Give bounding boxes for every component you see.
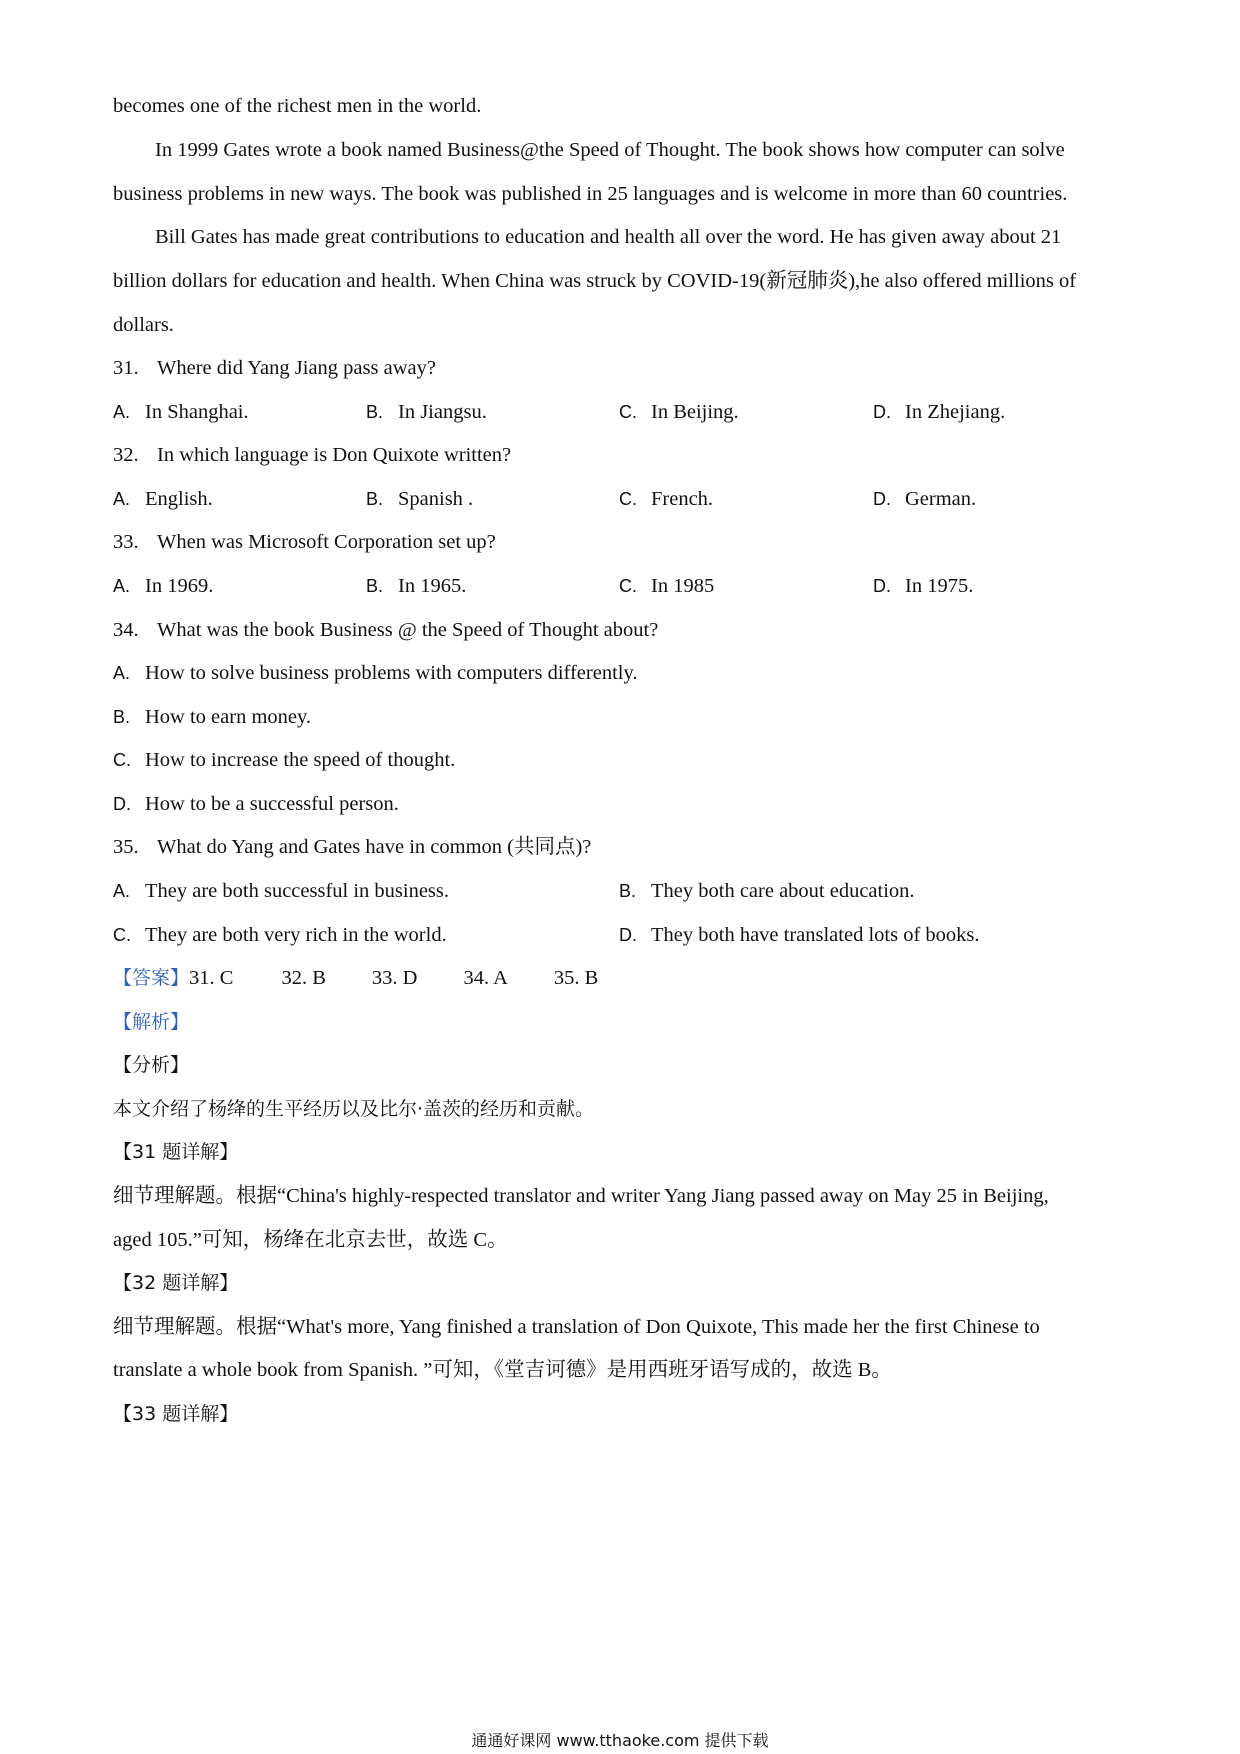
option-33-a[interactable] xyxy=(113,572,213,600)
option-letter: C. xyxy=(619,402,637,422)
option-text: In 1965. xyxy=(398,575,467,597)
option-32-b[interactable] xyxy=(366,485,473,513)
passage-line: Bill Gates has made great contributions to education and health all over the word. He has given away about 21 xyxy=(155,226,1062,248)
question-31 xyxy=(113,354,1133,382)
option-32-c[interactable] xyxy=(619,485,713,513)
passage-line: billion dollars for education and health. When China was struck by COVID-19(新冠肺炎),he also offered millions of xyxy=(113,270,1077,292)
answer-item: 35. B xyxy=(553,967,599,989)
option-letter: C. xyxy=(619,576,637,596)
question-text: What was the book Business @ the Speed of Thought about? xyxy=(157,619,659,641)
question-33 xyxy=(113,528,1133,556)
answer-item: 34. A xyxy=(463,967,508,989)
q32-detail-line: 细节理解题。根据“What's more, Yang finished a translation of Don Quixote, This made her the first Chinese to xyxy=(113,1316,1040,1338)
q32-detail-label: 【32 题详解】 xyxy=(113,1272,239,1294)
option-text: In Jiangsu. xyxy=(398,401,487,423)
option-letter: A. xyxy=(113,881,131,901)
option-text: In 1975. xyxy=(905,575,974,597)
option-34-c[interactable] xyxy=(113,746,455,774)
option-letter: C. xyxy=(113,750,131,770)
question-number: 31. xyxy=(113,357,139,379)
answer-label: 【答案】 xyxy=(113,967,190,989)
question-text: Where did Yang Jiang pass away? xyxy=(157,357,436,379)
option-35-a[interactable] xyxy=(113,877,449,905)
option-text: In Zhejiang. xyxy=(905,401,1006,423)
option-letter: D. xyxy=(113,794,131,814)
question-number: 33. xyxy=(113,531,139,553)
option-text: How to increase the speed of thought. xyxy=(145,749,456,771)
passage-line: becomes one of the richest men in the world. xyxy=(113,95,482,117)
option-31-d[interactable] xyxy=(873,398,1005,426)
option-text: In 1969. xyxy=(145,575,214,597)
option-32-d[interactable] xyxy=(873,485,976,513)
option-35-b[interactable] xyxy=(619,877,915,905)
option-33-d[interactable] xyxy=(873,572,973,600)
question-number: 35. xyxy=(113,836,139,858)
option-text: In 1985 xyxy=(651,575,715,597)
option-letter: B. xyxy=(619,881,637,901)
option-letter: D. xyxy=(873,576,891,596)
option-letter: C. xyxy=(113,925,131,945)
option-letter: B. xyxy=(366,402,384,422)
option-text: In Shanghai. xyxy=(145,401,249,423)
option-letter: D. xyxy=(873,402,891,422)
option-text: Spanish . xyxy=(398,488,474,510)
option-33-c[interactable] xyxy=(619,572,714,600)
option-32-a[interactable] xyxy=(113,485,213,513)
option-31-b[interactable] xyxy=(366,398,487,426)
question-text: What do Yang and Gates have in common (共同点)? xyxy=(157,836,592,858)
question-number: 32. xyxy=(113,444,139,466)
option-33-b[interactable] xyxy=(366,572,466,600)
option-text: They are both successful in business. xyxy=(145,880,450,902)
option-text: They are both very rich in the world. xyxy=(145,924,447,946)
q31-detail-label: 【31 题详解】 xyxy=(113,1141,239,1163)
option-31-c[interactable] xyxy=(619,398,739,426)
option-34-a[interactable] xyxy=(113,659,638,687)
option-34-d[interactable] xyxy=(113,790,399,818)
fenxi-label: 【分析】 xyxy=(113,1054,190,1076)
option-text: In Beijing. xyxy=(651,401,739,423)
question-text: In which language is Don Quixote written? xyxy=(157,444,512,466)
option-text: English. xyxy=(145,488,213,510)
option-text: How to earn money. xyxy=(145,706,312,728)
page-footer: 通通好课网 www.tthaoke.com 提供下载 xyxy=(471,1731,769,1750)
option-letter: D. xyxy=(619,925,637,945)
question-number: 34. xyxy=(113,619,139,641)
option-text: How to solve business problems with computers differently. xyxy=(145,662,638,684)
answer-item: 31. C xyxy=(189,967,234,989)
q31-detail-line: aged 105.”可知，杨绛在北京去世，故选 C。 xyxy=(113,1229,508,1251)
option-letter: A. xyxy=(113,663,131,683)
q33-detail-label: 【33 题详解】 xyxy=(113,1403,239,1425)
fenxi-text: 本文介绍了杨绛的生平经历以及比尔·盖茨的经历和贡献。 xyxy=(113,1098,595,1120)
option-text: How to be a successful person. xyxy=(145,793,399,815)
q31-detail-line: 细节理解题。根据“China's highly-respected translator and writer Yang Jiang passed away on May 25 in Beijing, xyxy=(113,1185,1049,1207)
option-34-b[interactable] xyxy=(113,703,311,731)
option-text: They both have translated lots of books. xyxy=(651,924,980,946)
option-31-a[interactable] xyxy=(113,398,249,426)
question-34 xyxy=(113,616,1133,644)
option-text: French. xyxy=(651,488,714,510)
option-letter: A. xyxy=(113,402,131,422)
option-letter: C. xyxy=(619,489,637,509)
analysis-label: 【解析】 xyxy=(113,1011,190,1033)
option-letter: A. xyxy=(113,489,131,509)
passage-line: business problems in new ways. The book was published in 25 languages and is welcome in more than 60 countries. xyxy=(113,183,1068,205)
option-letter: B. xyxy=(366,576,384,596)
passage-line: dollars. xyxy=(113,314,174,336)
option-letter: A. xyxy=(113,576,131,596)
option-text: They both care about education. xyxy=(651,880,915,902)
option-35-d[interactable] xyxy=(619,921,980,949)
option-text: German. xyxy=(905,488,977,510)
answer-line xyxy=(113,964,1133,992)
option-letter: D. xyxy=(873,489,891,509)
option-letter: B. xyxy=(113,707,131,727)
question-32 xyxy=(113,441,1133,469)
answer-item: 33. D xyxy=(371,967,418,989)
option-letter: B. xyxy=(366,489,384,509)
passage-line: In 1999 Gates wrote a book named Business@the Speed of Thought. The book shows how computer can solve xyxy=(155,139,1065,161)
answer-item: 32. B xyxy=(281,967,326,989)
q32-detail-line: translate a whole book from Spanish. ”可知，《堂吉诃德》是用西班牙语写成的，故选 B。 xyxy=(113,1359,892,1381)
question-35 xyxy=(113,833,1133,861)
option-35-c[interactable] xyxy=(113,921,447,949)
question-text: When was Microsoft Corporation set up? xyxy=(157,531,496,553)
